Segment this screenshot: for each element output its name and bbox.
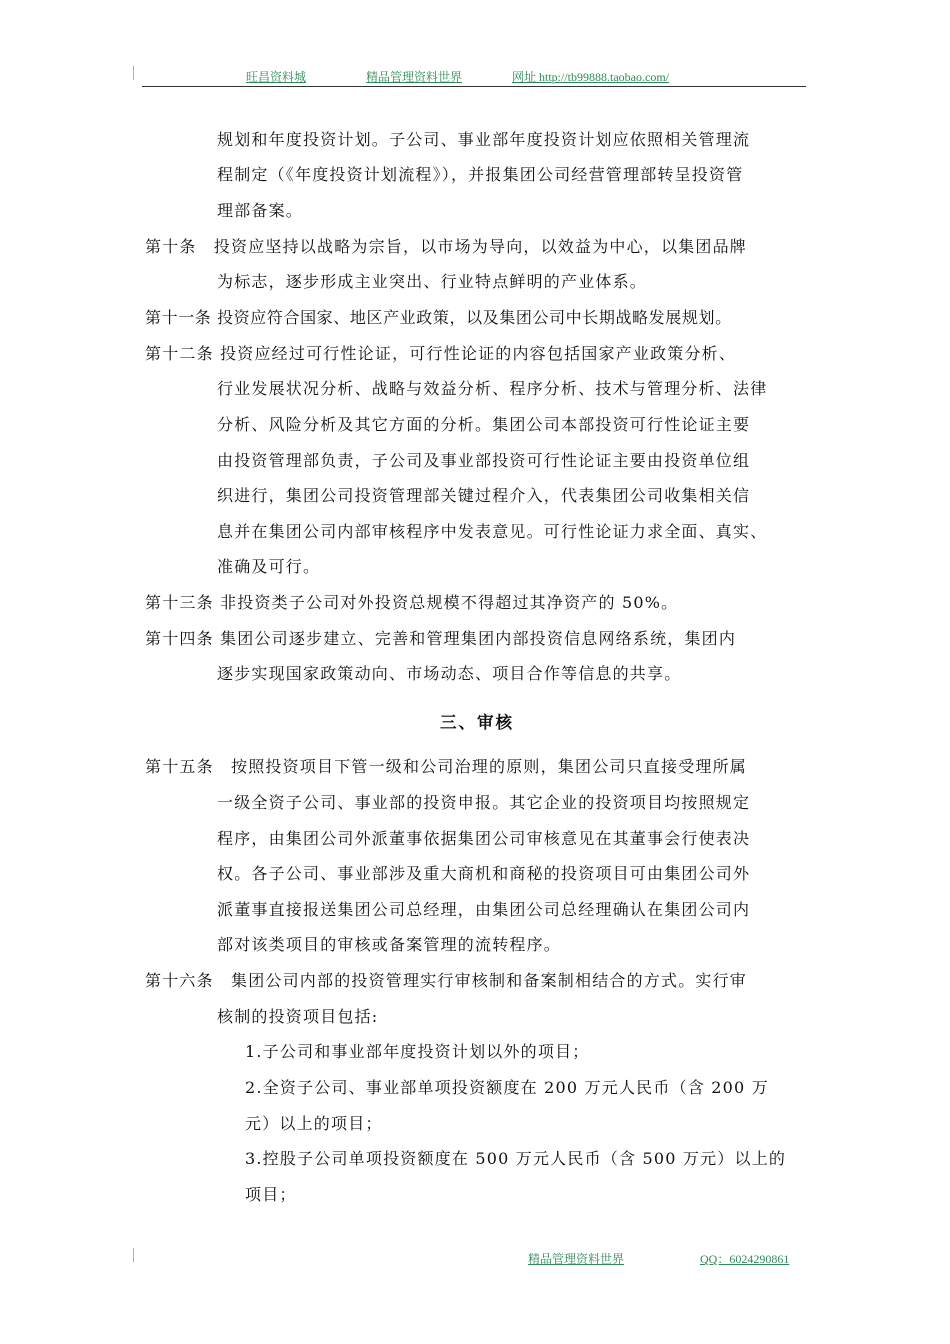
- text-line: 权。各子公司、事业部涉及重大商机和商秘的投资项目可由集团公司外: [217, 864, 751, 883]
- list-item: 1.子公司和事业部年度投资计划以外的项目；: [245, 1042, 590, 1061]
- section-heading: 三、审核: [440, 713, 514, 732]
- article-16: 第十六条 集团公司内部的投资管理实行审核制和备案制相结合的方式。实行审: [145, 971, 748, 990]
- text-line: 规划和年度投资计划。子公司、事业部年度投资计划应依照相关管理流: [217, 130, 751, 149]
- text-line: 一级全资子公司、事业部的投资申报。其它企业的投资项目均按照规定: [217, 793, 751, 812]
- text-line: 项目；: [245, 1185, 297, 1204]
- article-15: 第十五条 按照投资项目下管一级和公司治理的原则，集团公司只直接受理所属: [145, 757, 748, 776]
- header-world-name[interactable]: 精品管理资料世界: [366, 70, 463, 84]
- text-line: 理部备案。: [217, 201, 304, 220]
- text-line: 程制定（《年度投资计划流程》），并报集团公司经营管理部转呈投资管: [217, 165, 744, 184]
- list-item: 2.全资子公司、事业部单项投资额度在 200 万元人民币（含 200 万: [245, 1078, 769, 1097]
- footer-world-name[interactable]: 精品管理资料世界: [528, 1252, 625, 1266]
- text-line: 为标志，逐步形成主业突出、行业特点鲜明的产业体系。: [217, 272, 648, 291]
- article-12: 第十二条 投资应经过可行性论证，可行性论证的内容包括国家产业政策分析、: [145, 344, 737, 363]
- text-line: 由投资管理部负责，子公司及事业部投资可行性论证主要由投资单位组: [217, 451, 751, 470]
- text-line: 部对该类项目的审核或备案管理的流转程序。: [217, 935, 562, 954]
- footer-qq[interactable]: QQ：6024290861: [700, 1252, 790, 1266]
- page-header: [142, 64, 806, 87]
- text-line: 核制的投资项目包括:: [217, 1007, 379, 1026]
- header-corner-mark: [133, 66, 134, 80]
- header-url-link[interactable]: 网址 http://tb99888.taobao.com/: [512, 70, 669, 84]
- text-line: 程序，由集团公司外派董事依据集团公司审核意见在其董事会行使表决: [217, 829, 751, 848]
- text-line: 织进行，集团公司投资管理部关键过程介入，代表集团公司收集相关信: [217, 486, 751, 505]
- article-11: 第十一条 投资应符合国家、地区产业政策，以及集团公司中长期战略发展规划。: [145, 308, 732, 327]
- text-line: 行业发展状况分析、战略与效益分析、程序分析、技术与管理分析、法律: [217, 379, 768, 398]
- text-line: 逐步实现国家政策动向、市场动态、项目合作等信息的共享。: [217, 664, 682, 683]
- text-line: 派董事直接报送集团公司总经理，由集团公司总经理确认在集团公司内: [217, 900, 751, 919]
- article-10: 第十条 投资应坚持以战略为宗旨，以市场为导向，以效益为中心，以集团品牌: [145, 237, 748, 256]
- list-item: 3.控股子公司单项投资额度在 500 万元人民币（含 500 万元）以上的: [245, 1149, 787, 1168]
- text-line: 息并在集团公司内部审核程序中发表意见。可行性论证力求全面、真实、: [217, 522, 768, 541]
- text-line: 元）以上的项目；: [245, 1114, 383, 1133]
- article-13: 第十三条 非投资类子公司对外投资总规模不得超过其净资产的 50%。: [145, 593, 679, 612]
- text-line: 分析、风险分析及其它方面的分析。集团公司本部投资可行性论证主要: [217, 415, 751, 434]
- article-14: 第十四条 集团公司逐步建立、完善和管理集团内部投资信息网络系统，集团内: [145, 629, 737, 648]
- text-line: 准确及可行。: [217, 557, 321, 576]
- header-site-name[interactable]: 旺昌资料城: [246, 70, 307, 84]
- footer-corner-mark: [133, 1248, 134, 1262]
